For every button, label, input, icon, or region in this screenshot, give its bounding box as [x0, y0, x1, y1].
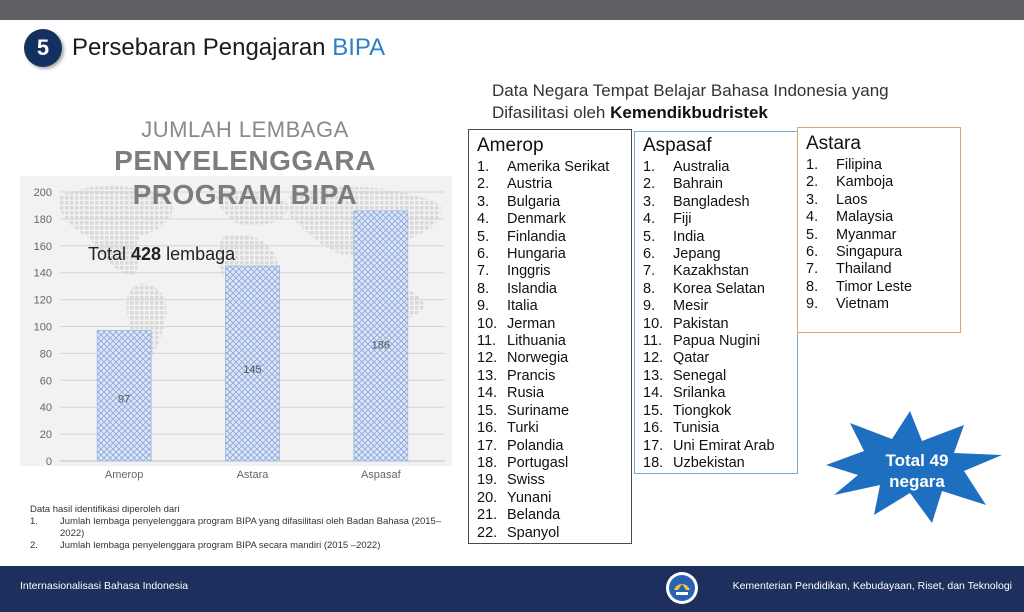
data-source-footnote	[30, 504, 450, 552]
total-countries-line-2: negara	[889, 472, 945, 491]
country-list-item	[477, 507, 631, 524]
footnote-item-text: Jumlah lembaga penyelenggara program BIPA secara mandiri (2015 –2022)	[60, 540, 381, 551]
panel-astara	[797, 127, 961, 333]
country-list-item	[477, 438, 631, 455]
country-list-item	[643, 211, 797, 228]
y-tick-label: 40	[39, 402, 52, 415]
country-list-item-number: 14.	[477, 385, 498, 402]
country-list-item-name: Singapura	[836, 244, 903, 261]
country-list-item-number: 1.	[643, 159, 656, 175]
country-list-item	[806, 296, 960, 313]
country-list-item-number: 16.	[477, 420, 498, 437]
country-list-item	[806, 174, 960, 191]
country-list-item-number: 8.	[806, 278, 819, 295]
country-list-item-name: Laos	[836, 191, 868, 208]
country-list-item-number: 2.	[477, 176, 490, 193]
country-list-item-number: 7.	[643, 263, 656, 280]
country-list-item-name: Tiongkok	[673, 402, 732, 419]
total-institutions-suffix: lembaga	[161, 244, 236, 264]
country-list-item-name: Jerman	[507, 315, 556, 332]
country-list-item-number: 7.	[806, 261, 819, 278]
country-list-item	[643, 246, 797, 263]
country-list-item-name: Hungaria	[507, 246, 566, 263]
country-list-item-number: 17.	[477, 437, 498, 454]
country-list-item-name: Kamboja	[836, 174, 894, 191]
country-list-item-number: 11.	[477, 333, 497, 350]
country-list-item	[643, 176, 797, 193]
country-list-item-number: 8.	[477, 280, 490, 297]
y-tick-label: 120	[33, 294, 52, 307]
country-list-item	[643, 385, 797, 402]
country-list-item-name: Norwegia	[507, 350, 569, 367]
country-list-item-name: Austria	[507, 176, 553, 193]
slide-header	[24, 28, 385, 68]
country-list-item-number: 1.	[477, 159, 490, 175]
country-list-item-number: 14.	[643, 385, 664, 402]
country-list-item-name: Bangladesh	[673, 193, 750, 210]
country-list-item-name: India	[673, 228, 705, 245]
chart-heading	[80, 116, 410, 212]
subtitle-line-1: Data Negara Tempat Belajar Bahasa Indonesia yang	[492, 81, 889, 100]
country-list-item	[477, 333, 631, 350]
country-list-item-number: 13.	[643, 367, 664, 384]
country-list-item	[643, 281, 797, 298]
country-list-item-name: Mesir	[673, 298, 709, 315]
tut-wuri-handayani-logo-icon	[664, 570, 700, 606]
country-list-item-number: 11.	[643, 333, 663, 350]
country-list-item	[643, 420, 797, 437]
country-list-item-name: Islandia	[507, 280, 557, 297]
country-list-item	[806, 209, 960, 226]
y-tick-label: 60	[39, 375, 52, 388]
x-tick-label: Astara	[236, 469, 269, 481]
country-list-item	[477, 403, 631, 420]
country-list-item-number: 8.	[643, 280, 656, 297]
country-list-item-name: Srilanka	[673, 385, 726, 402]
country-list-item-name: Yunani	[507, 489, 552, 506]
footnote-intro: Data hasil identifikasi diperoleh dari	[30, 504, 180, 515]
country-list-item-number: 18.	[477, 454, 498, 471]
country-list-item-name: Senegal	[673, 367, 727, 384]
country-list-item	[477, 194, 631, 211]
country-list-item	[477, 281, 631, 298]
country-list-item-number: 9.	[643, 298, 656, 315]
chart-heading-line-3: PROGRAM BIPA	[132, 179, 358, 210]
country-list-item	[477, 490, 631, 507]
country-list-item-number: 15.	[643, 402, 664, 419]
country-list-item	[806, 261, 960, 278]
countries-subtitle	[492, 80, 972, 124]
slide-title-main: Persebaran Pengajaran	[72, 34, 333, 61]
country-list-item-number: 3.	[806, 191, 819, 208]
country-list-item-name: Portugasl	[507, 454, 569, 471]
country-list-item-name: Finlandia	[507, 228, 566, 245]
y-tick-label: 160	[33, 240, 52, 253]
country-list-item	[477, 420, 631, 437]
y-tick-label: 80	[39, 348, 52, 361]
country-list-item-number: 12.	[477, 350, 498, 367]
chart-data-label: 97	[118, 393, 131, 406]
footnote-item-number: 1.	[30, 516, 38, 527]
x-tick-label: Amerop	[104, 469, 144, 481]
country-list-item	[643, 298, 797, 315]
country-list-item	[806, 227, 960, 244]
country-list-item	[643, 159, 797, 176]
country-list-item-number: 3.	[477, 193, 490, 210]
total-countries-label	[862, 450, 972, 492]
country-list-item-name: Myanmar	[836, 226, 897, 243]
country-list-item-number: 22.	[477, 524, 498, 541]
country-list-item	[643, 438, 797, 455]
country-list-item	[477, 176, 631, 193]
country-list-item-name: Australia	[673, 159, 730, 175]
country-list-item-number: 2.	[806, 174, 819, 191]
footnote-item	[30, 540, 450, 552]
panel-astara-list	[806, 157, 960, 314]
panel-aspasaf-list	[643, 159, 797, 472]
footer-right-text: Kementerian Pendidikan, Kebudayaan, Riset, dan Teknologi	[732, 580, 1012, 592]
y-tick-label: 0	[45, 456, 52, 468]
country-list-item-number: 5.	[477, 228, 490, 245]
country-list-item-name: Spanyol	[507, 524, 560, 541]
panel-aspasaf-title: Aspasaf	[643, 135, 712, 156]
panel-astara-title: Astara	[806, 133, 861, 154]
chart-x-axis	[105, 469, 402, 481]
country-list-item-number: 9.	[806, 296, 819, 313]
country-list-item-name: Bulgaria	[507, 193, 561, 210]
country-list-item-name: Polandia	[507, 437, 564, 454]
country-list-item	[806, 244, 960, 261]
country-list-item	[477, 368, 631, 385]
country-list-item-name: Lithuania	[507, 333, 566, 350]
country-list-item	[806, 279, 960, 296]
country-list-item-name: Amerika Serikat	[507, 159, 610, 175]
country-list-item	[477, 455, 631, 472]
country-list-item	[477, 350, 631, 367]
country-list-item-name: Denmark	[507, 211, 566, 228]
country-list-item	[806, 192, 960, 209]
panel-amerop	[468, 129, 632, 544]
slide-title	[72, 34, 385, 62]
bar-chart	[20, 176, 452, 486]
country-list-item-number: 4.	[643, 211, 656, 228]
country-list-item-name: Inggris	[507, 263, 551, 280]
country-list-item	[643, 368, 797, 385]
country-list-item-name: Qatar	[673, 350, 710, 367]
country-list-item-number: 10.	[477, 315, 498, 332]
y-tick-label: 100	[33, 321, 52, 334]
country-list-item-name: Thailand	[836, 261, 892, 278]
country-list-item-number: 10.	[643, 315, 664, 332]
country-list-item	[477, 211, 631, 228]
slide-title-accent: BIPA	[332, 34, 386, 61]
country-list-item	[806, 157, 960, 174]
country-list-item-number: 6.	[643, 246, 656, 263]
chart-data-label: 145	[243, 364, 262, 377]
subtitle-line-2	[492, 102, 972, 124]
bar-chart-svg	[20, 176, 452, 486]
country-list-item-number: 9.	[477, 298, 490, 315]
country-list-item-number: 3.	[643, 193, 656, 210]
y-tick-label: 140	[33, 267, 52, 280]
chart-heading-line-2: PENYELENGGARA	[114, 145, 376, 176]
country-list-item	[643, 194, 797, 211]
country-list-item-number: 6.	[806, 244, 819, 261]
country-list-item-name: Prancis	[507, 367, 556, 384]
country-list-item-name: Suriname	[507, 402, 570, 419]
country-list-item	[477, 472, 631, 489]
country-list-item-number: 1.	[806, 157, 819, 173]
total-institutions-prefix: Total	[88, 244, 132, 264]
country-list-item-number: 5.	[643, 228, 656, 245]
country-list-item-number: 16.	[643, 420, 664, 437]
country-list-item	[477, 229, 631, 246]
top-bar	[0, 0, 1024, 20]
country-list-item-name: Bahrain	[673, 176, 723, 193]
country-list-item	[477, 298, 631, 315]
country-list-item-number: 18.	[643, 454, 664, 471]
footnote-item-text: Jumlah lembaga penyelenggara program BIPA yang difasilitasi oleh Badan Bahasa (2015–2022)	[60, 516, 442, 539]
country-list-item-name: Filipina	[836, 157, 882, 173]
country-list-item-number: 17.	[643, 437, 664, 454]
total-institutions-value: 428	[131, 244, 162, 264]
country-list-item-name: Pakistan	[673, 315, 729, 332]
subtitle-line-2-prefix: Difasilitasi oleh	[492, 103, 611, 122]
country-list-item-name: Rusia	[507, 385, 545, 402]
country-list-item-name: Uzbekistan	[673, 454, 745, 471]
country-list-item-name: Turki	[507, 420, 539, 437]
country-list-item-name: Uni Emirat Arab	[673, 437, 775, 454]
country-list-item-name: Fiji	[673, 211, 692, 228]
country-list-item-name: Papua Nugini	[673, 333, 761, 350]
country-list-item-name: Italia	[507, 298, 538, 315]
country-list-item-name: Kazakhstan	[673, 263, 749, 280]
country-list-item	[477, 385, 631, 402]
country-list-item-name: Timor Leste	[836, 278, 913, 295]
country-list-item-number: 15.	[477, 402, 498, 419]
country-list-item	[643, 229, 797, 246]
slide-footer	[0, 566, 1024, 612]
y-tick-label: 20	[39, 429, 52, 442]
country-list-item	[477, 159, 631, 176]
country-list-item	[643, 333, 797, 350]
footnote-item	[30, 516, 450, 540]
country-list-item-name: Vietnam	[836, 296, 889, 313]
footer-left-text: Internasionalisasi Bahasa Indonesia	[20, 580, 189, 592]
country-list-item	[643, 316, 797, 333]
country-list-item	[477, 316, 631, 333]
country-list-item-number: 12.	[643, 350, 664, 367]
country-list-item-number: 13.	[477, 367, 498, 384]
country-list-item-name: Belanda	[507, 507, 561, 524]
country-list-item-number: 4.	[477, 211, 490, 228]
panel-aspasaf	[634, 131, 798, 474]
y-tick-label: 180	[33, 213, 52, 226]
country-list-item	[643, 455, 797, 472]
country-list-item	[643, 263, 797, 280]
chart-data-label: 186	[371, 339, 391, 352]
x-tick-label: Aspasaf	[360, 469, 401, 481]
country-list-item-number: 21.	[477, 507, 498, 524]
country-list-item	[477, 263, 631, 280]
country-list-item-number: 4.	[806, 209, 819, 226]
country-list-item	[643, 403, 797, 420]
total-countries-line-1: Total 49	[885, 451, 949, 470]
country-list-item	[643, 350, 797, 367]
footnote-item-number: 2.	[30, 540, 38, 551]
total-institutions-label	[88, 244, 235, 265]
country-list-item-number: 7.	[477, 263, 490, 280]
panel-amerop-title: Amerop	[477, 135, 544, 156]
country-list-item	[477, 525, 631, 542]
country-list-item-name: Swiss	[507, 472, 545, 489]
chart-heading-line-1: JUMLAH LEMBAGA	[141, 117, 349, 142]
country-list-item-name: Jepang	[673, 246, 721, 263]
chart-bar	[354, 211, 408, 461]
y-tick-label: 200	[33, 187, 52, 199]
country-list-item-name: Malaysia	[836, 209, 894, 226]
country-list-item-name: Korea Selatan	[673, 280, 765, 297]
panel-amerop-list	[477, 159, 631, 542]
country-list-item-number: 2.	[643, 176, 656, 193]
country-list-item-number: 5.	[806, 226, 819, 243]
country-list-item-name: Tunisia	[673, 420, 720, 437]
subtitle-line-2-bold: Kemendikbudristek	[610, 103, 768, 122]
country-list-item	[477, 246, 631, 263]
country-list-item-number: 19.	[477, 472, 498, 489]
section-number-badge: 5	[24, 29, 62, 67]
country-list-item-number: 6.	[477, 246, 490, 263]
country-list-item-number: 20.	[477, 489, 498, 506]
